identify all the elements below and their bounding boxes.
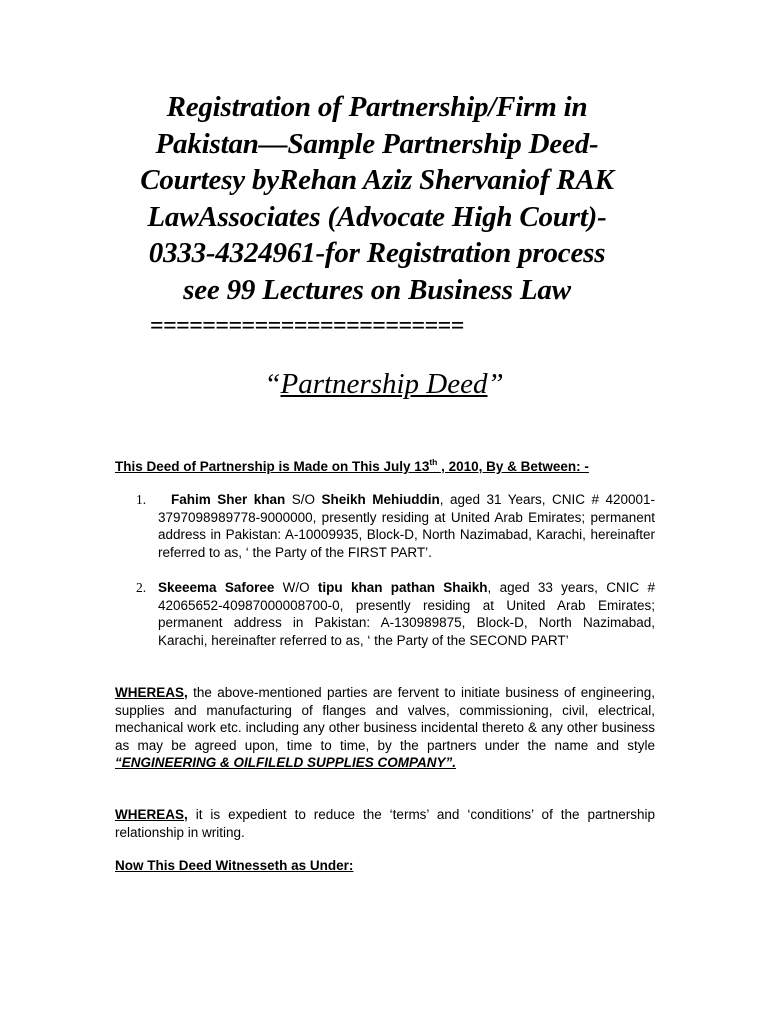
whereas-text: it is expedient to reduce the ‘terms’ and ‘conditions’ of the partnership relationship in writing. — [115, 807, 655, 840]
deed-intro-line — [115, 459, 589, 474]
title-line: 0333-4324961-for Registration process — [148, 237, 606, 269]
deed-heading — [0, 366, 768, 402]
intro-text: This Deed of Partnership is Made on This July 13 — [115, 459, 430, 474]
title-line: see 99 Lectures on Business Law — [183, 273, 571, 306]
intro-text-end: , 2010, By & Between: - — [437, 459, 589, 474]
party-second — [136, 579, 656, 649]
title-line: LawAssociates (Advocate High Court)- — [147, 200, 607, 233]
open-quote: “ — [264, 368, 281, 400]
party-name: Fahim Sher khan — [170, 492, 286, 507]
party-number: 2. — [136, 580, 147, 595]
party-number: 1. — [136, 492, 147, 507]
party-parent: tipu khan pathan Shaikh — [317, 580, 488, 595]
close-quote: ” — [487, 368, 504, 400]
separator-line: ======================== — [150, 313, 464, 339]
party-details: , aged 33 years, CNIC # 42065652-40987000008700-0, presently residing at United Arab Emirates; permanent address in Pakistan: A-130989875, Block-D, North Nazimabad, Karachi, hereinafter referred to as, ‘ the Party of the SECOND PART’ — [158, 580, 656, 648]
whereas-text: the above-mentioned parties are fervent to initiate business of engineering, supplies and manufacturing of flanges and valves, commissioning, civil, electrical, mechanical work etc. including any other business incidental thereto & any other business as may be agreed upon, time to time, by the partners under the name and style — [115, 685, 655, 753]
title-line: Registration of Partnership/Firm in — [166, 91, 588, 123]
party-first — [136, 491, 655, 561]
title-line: Courtesy byRehan Aziz Shervaniof RAK — [140, 164, 614, 196]
party-parent: Sheikh Mehiuddin — [321, 492, 440, 507]
whereas-lead: WHEREAS, — [115, 807, 188, 822]
whereas-paragraph-2 — [115, 806, 655, 841]
title-line: Pakistan—Sample Partnership Deed- — [155, 127, 599, 160]
deed-heading-text: Partnership Deed — [280, 368, 488, 400]
intro-superscript: th — [429, 457, 438, 467]
witness-heading: Now This Deed Witnesseth as Under: — [115, 858, 354, 873]
document-title — [112, 89, 642, 308]
company-style-name: “ENGINEERING & OILFILELD SUPPLIES COMPANY”. — [115, 755, 457, 771]
whereas-lead: WHEREAS, — [115, 685, 188, 700]
whereas-paragraph-1 — [115, 684, 655, 772]
party-relation: W/O — [274, 580, 318, 595]
party-details: , aged 31 Years, CNIC # 420001-3797098989778-9000000, presently residing at United Arab Emirates; permanent address in Pakistan: A-10009935, Block-D, North Nazimabad, Karachi, hereinafter referred to as, ‘ the Party of the FIRST PART’. — [158, 492, 655, 560]
party-relation: S/O — [285, 492, 322, 507]
party-name: Skeeema Saforee — [158, 580, 275, 595]
